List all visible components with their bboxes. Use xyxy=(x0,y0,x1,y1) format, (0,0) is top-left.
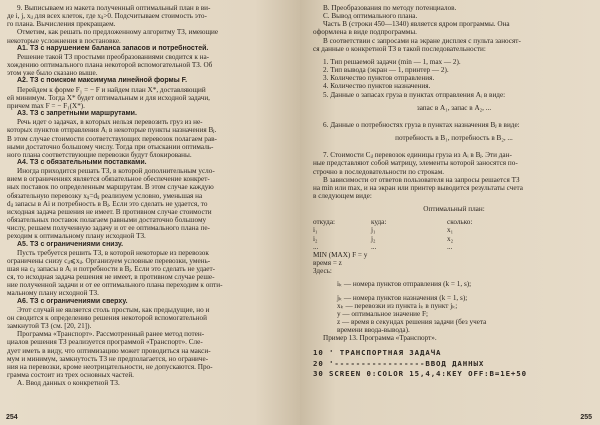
paragraph: циалов решения ТЗ реализуется программой «Транспорт». Сле- xyxy=(7,338,203,347)
table-header-cell: откуда: xyxy=(313,218,336,227)
list-item: 4. Количество пунктов назначения. xyxy=(323,82,431,91)
paragraph: Отметим, как решать по предложенному алгоритму ТЗ, имеющие xyxy=(17,28,219,37)
paragraph: реходим к оптимальному плану исходной ТЗ. xyxy=(7,232,146,241)
paragraph: грамма состоит из трех основных частей. xyxy=(7,371,134,380)
code-line: 20 '-----------------ВВОД ДАННЫХ xyxy=(313,358,485,368)
list-item: 7. Стоимости Cᵢⱼ перевозок единицы груза из Aᵢ в Bⱼ. Эти дан- xyxy=(323,151,512,160)
paragraph: хождению оптимального плана некоторой вспомогательной ТЗ. Об xyxy=(7,61,213,70)
paragraph: Пусть требуется решить ТЗ, в которой некоторые из перевозок xyxy=(17,248,209,257)
table-cell: ... xyxy=(313,242,319,251)
list-item-detail: запас в A₁, запас в A₂, ... xyxy=(416,103,492,112)
paragraph: обязательных поставок полагаем равными достаточно большому xyxy=(7,216,207,225)
paragraph: ных поставок по определенным маршрутам. В этом случае каждую xyxy=(7,183,214,192)
paragraph: обязательную перевозку xᵢⱼ=dᵢⱼ реализуем условно, уменьшая на xyxy=(7,191,203,200)
paragraph: причем max F = − F₁(X*). xyxy=(7,101,85,110)
list-item: 6. Данные о потребностях груза в пунктах назначения Bⱼ в виде: xyxy=(323,120,520,129)
example-caption: Пример 13. Программа «Транспорт». xyxy=(323,334,437,343)
table-cell: ... xyxy=(371,242,377,251)
definition-line: xₖ — перевозки из пункта iₖ в пункт jₖ; xyxy=(337,301,458,310)
paragraph: ей минимум. Тогда X* будет оптимальным и для исходной задачи, xyxy=(7,93,210,102)
table-cell: ... xyxy=(447,242,453,251)
table-row xyxy=(313,235,595,243)
paragraph: Часть В (строки 450—1340) является ядром программы. Она xyxy=(323,20,510,29)
section-heading: А3. ТЗ с запретными маршрутами. xyxy=(17,110,137,118)
paragraph: Речь идет о задачах, в которых нельзя перевозить груз из не- xyxy=(17,118,203,127)
table-row xyxy=(313,226,595,234)
paragraph: де i, j, xᵢⱼ для всех клеток, где xᵢⱼ>0. Подсчитываем стоимость это- xyxy=(7,12,207,21)
table-cell: i₁ xyxy=(313,226,318,235)
paragraph: вием в ограничениях является обязательное обеспечение конкрет- xyxy=(7,175,210,184)
paragraph: го плана. Вычисления прекращаем. xyxy=(7,20,116,29)
spacer xyxy=(313,142,595,151)
table-header xyxy=(313,218,595,226)
paragraph: на min или max, и на экран или принтер выводится результаты счета xyxy=(313,183,523,192)
table-header-cell: куда: xyxy=(371,218,387,227)
left-column xyxy=(7,4,294,387)
section-heading: А4. ТЗ с обязательными поставками. xyxy=(17,158,147,166)
definition-line: y — оптимальное значение F; xyxy=(337,309,429,318)
spacer xyxy=(313,112,595,121)
paragraph: ные представляют собой матрицу, элементы которой заносятся по- xyxy=(313,159,518,168)
paragraph: В зависимости от ответов пользователя на запросы решается ТЗ xyxy=(323,175,520,184)
paragraph: Программа «Транспорт». Рассмотренный ранее метод потен- xyxy=(17,330,205,339)
definition-line: iₖ — номера пунктов отправления (k = 1, s); xyxy=(337,280,472,289)
definition-line: jₖ — номера пунктов назначения (k = 1, s); xyxy=(337,293,468,302)
table-cell: x₁ xyxy=(447,226,454,235)
code-line: 30 SCREEN 0:COLOR 15,4,4:KEY OFF:B=1E+50 xyxy=(313,368,527,378)
paragraph: некоторые усложнения в постановке. xyxy=(7,36,121,45)
list-item: 2. Тип вывода (экран — 1, принтер — 2). xyxy=(323,66,449,75)
section-heading: А5. ТЗ с ограничениями снизу. xyxy=(17,240,124,248)
paragraph: замкнутой ТЗ (см. [20, 21]). xyxy=(7,322,92,331)
where-label: Здесь: xyxy=(313,267,332,276)
list-item-detail: потребность в B₁, потребность в B₂, ... xyxy=(395,134,513,143)
paragraph: этом уже было сказано выше. xyxy=(7,69,98,78)
section-heading: А1. ТЗ с нарушением баланса запасов и потребностей. xyxy=(17,44,209,52)
paragraph: ными достаточно большому числу. Тогда при отыскании оптималь- xyxy=(7,142,214,151)
result-line: время = z xyxy=(313,259,342,268)
right-column xyxy=(313,4,595,378)
paragraph: Перейдем к форме F₁ = − F и найдем план X*, доставляющий xyxy=(17,85,206,94)
paragraph: dᵢⱼ запасы в Ai и потребность в Bⱼ. Если это сделать не удается, то xyxy=(7,199,208,208)
paragraph: ние полученной задачи и от ее оптимального плана переходим к опти- xyxy=(7,281,223,290)
table-cell: x₂ xyxy=(447,234,454,243)
paragraph: числу, решаем полученную задачу и от ее оптимального плана пе- xyxy=(7,224,210,233)
paragraph: ся данные о конкретной ТЗ в такой последовательности: xyxy=(313,44,486,53)
page-number: 254 xyxy=(6,414,18,421)
table-title: Оптимальный план: xyxy=(423,205,485,214)
paragraph: мальному плану исходной ТЗ. xyxy=(7,289,99,298)
paragraph: мум и минимум, замкнутость ТЗ не предполагается, но ограниче- xyxy=(7,354,209,363)
definition-line: времени ввода-вывода). xyxy=(337,326,410,335)
list-item: 3. Количество пунктов отправления. xyxy=(323,74,435,83)
table-header-cell: сколько: xyxy=(447,218,473,227)
paragraph: ограничены снизу cᵢⱼ⩽xᵢⱼ. Организуем условные перевозки, умень- xyxy=(7,256,211,265)
paragraph: В этом случае стоимости соответствующих перевозок полагаем рав- xyxy=(7,134,217,143)
paragraph: Иногда приходится решать ТЗ, в которой дополнительным усло- xyxy=(17,167,215,176)
section-heading: А6. ТЗ с ограничениями сверху. xyxy=(17,297,128,305)
paragraph: ного плана соответствующие перевозки будут блокированы. xyxy=(7,150,192,159)
paragraph: 9. Выписываем из макета полученный оптимальный план в ви- xyxy=(17,4,211,12)
paragraph: В соответствии с запросами на экране дисплея с пульта заносят- xyxy=(323,36,521,45)
table-cell: i₂ xyxy=(313,234,318,243)
paragraph: которых пунктов отправления Aᵢ в некоторые пункты назначения Bⱼ. xyxy=(7,126,217,135)
definition-line: z — время в секундах решения задачи (без учета xyxy=(337,318,487,326)
section-heading: А2. ТЗ с поиском максимума линейной формы F. xyxy=(17,77,188,85)
paragraph: ния на перевозки, кроме неотрицательности, не допускаются. Про- xyxy=(7,362,213,371)
paragraph: В. Преобразования по методу потенциалов. xyxy=(323,4,457,12)
paragraph: он сводится к определению решения некоторой вспомогательной xyxy=(7,313,207,322)
result-line: MIN (MAX) F = y xyxy=(313,250,368,259)
paragraph: в следующем виде: xyxy=(313,191,372,200)
spacer xyxy=(313,342,595,347)
paragraph: исходная задача решения не имеет. В противном случае стоимости xyxy=(7,207,212,216)
list-item: 1. Тип решаемой задачи (min — 1, max — 2). xyxy=(323,57,461,66)
paragraph: А. Ввод данных о конкретной ТЗ. xyxy=(17,379,120,388)
page-number: 255 xyxy=(580,414,592,421)
code-line: 10 ' ТРАНСПОРТНАЯ ЗАДАЧА xyxy=(313,348,442,358)
paragraph: Решение такой ТЗ простыми преобразованиями сводится к на- xyxy=(17,52,210,61)
table-row xyxy=(313,243,595,251)
paragraph: строчно в последовательности по строкам. xyxy=(313,167,445,176)
paragraph: оформлена в виде подпрограммы. xyxy=(313,28,417,37)
paragraph: С. Вывод оптимального плана. xyxy=(323,12,418,21)
right-page xyxy=(300,0,600,425)
table-cell: j₂ xyxy=(371,234,376,243)
paragraph: шая на cᵢⱼ запасы в Aᵢ и потребности в Bⱼ. Если это сделать не удает- xyxy=(7,265,216,273)
list-item: 5. Данные о запасах груза в пунктах отправления Aᵢ в виде: xyxy=(323,90,506,99)
paragraph: дует иметь в виду, что оптимизацию может проводиться на макси- xyxy=(7,346,211,355)
paragraph: Этот случай не является столь простым, как предыдущие, но и xyxy=(17,305,210,314)
paragraph: ся, то исходная задача решения не имеет, в противном случае реше- xyxy=(7,273,215,282)
table-cell: j₁ xyxy=(371,226,376,235)
